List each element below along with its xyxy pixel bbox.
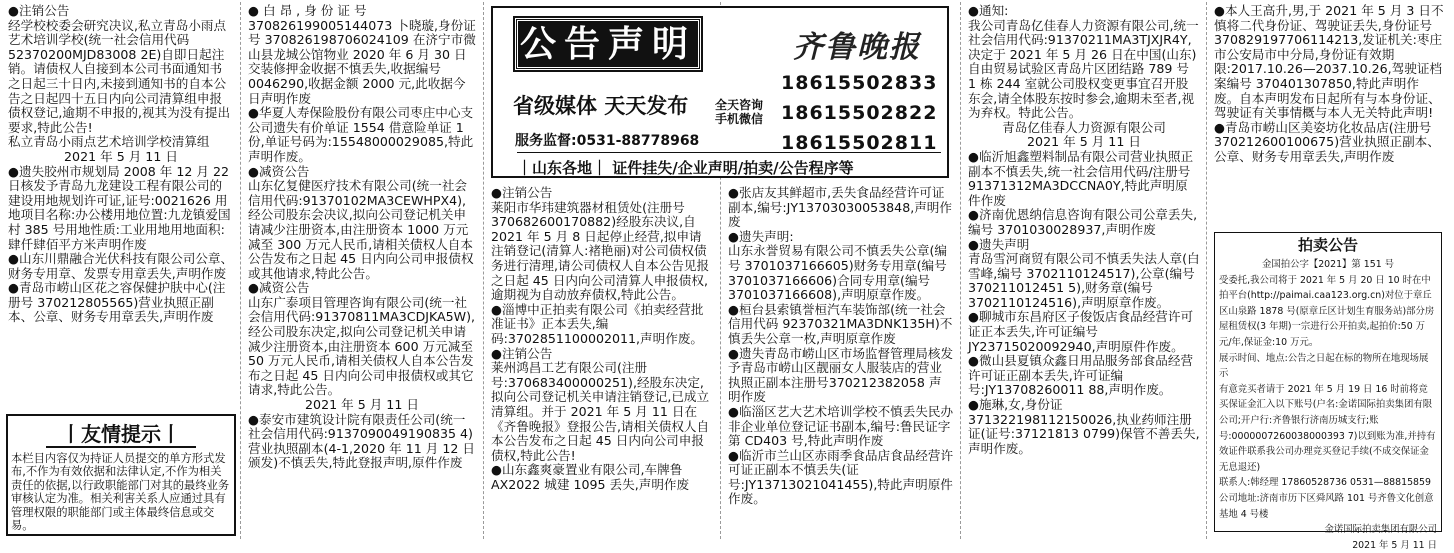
column-5 [968,4,1200,534]
notice-paragraph: ●青岛市崂山区花之容保健护肤中心(注册号 370212805565)营业执照正副本、公章、财务专用章丢失,声明作废 [8,280,226,325]
notice-paragraph: ● 白 昂 , 身 份 证 号 370826199005144073 卜晓璇,身份证号 370826198706024109 在济宁市微山县龙城公馆物业 2020 年 6 月 30 日交装修押金收据不慎丢失,收据编号 0046290,收据金额 2000 元,此收据今日声明作废 [248,3,476,106]
notice-paragraph: ●微山县夏镇众鑫日用品服务部食品经营许可证正副本丢失,许可证编号:JY13708260011 88,声明作废。 [968,353,1194,398]
header-slogan: 省级媒体 天天发布 [513,94,689,118]
notice-paragraph: 莱阳市华玮建筑器材租赁处(注册号 370682600170882)经股东决议,自 2021 年 5 月 8 日起停止经营,拟申请注销登记(清算人:褚艳丽)对公司债权债务进行清理,请公司债权人自本公告见报之日起 45 日内向公司清算人申报债权,逾期视为自动放弃债权,特此公告。 [491,199,710,303]
newspaper-logo: 齐鲁晚报 [793,30,921,65]
column-divider [1206,2,1207,539]
service-hotline: 服务监督:0531-88778968 [515,133,700,149]
notice-paragraph: ●遗失青岛市崂山区市场监督管理局核发予青岛市崂山区靓丽女人服装店的营业执照正副本注册号370212382058 声明作废 [728,345,954,405]
notice-paragraph: ●青岛市崂山区美姿坊化妆品店(注册号 370212600100675)营业执照正副本、公章、财务专用章丢失,声明作废 [1214,119,1440,164]
notice-paragraph: 青岛亿佳春人力资源有限公司 [1002,119,1166,135]
ad-header [491,6,949,178]
notice-paragraph: ●临沂市兰山区赤雨季食品店食品经营许可证正副本不慎丢失(证号:JY13713021041455),特此声明原件作废。 [728,447,954,507]
notice-paragraph: ●遗失胶州市规划局 2008 年 12 月 22 日核发予青岛九龙建设工程有限公司的建设用地规划许可证,证号:0021626 用地项目名称:办公楼用地位置:九龙镇爱国村 385 号用地性质:工业用地用地面积:肆仟肆佰平方米声明作废 [8,163,231,252]
column-divider [483,2,484,539]
notice-paragraph: ●注销公告 [491,185,553,200]
auction-line: 公司地址:济南市历下区舜风路 101 号齐鲁文化创意基地 4 号楼 [1219,492,1434,520]
notice-paragraph: 2021 年 5 月 11 日 [305,397,419,413]
notice-paragraph: ●施琳,女,身份证 371322198112150026,执业药师注册证(证号:37121813 0799)保管不善丢失,声明作废。 [968,397,1200,456]
notice-body: 本栏目内容仅为持证人员提交的单方形式发布,不作为有效依据和法律认定,不作为相关责任的依据,以行政职能部门对其的最终业务审核认定为准。相关利害关系人应通过具有管理权限的职能部门或主体最终信息或交易。 [11,452,230,533]
notice-paragraph: ●桓台县索镇誉桓汽车装饰部(统一社会信用代码 92370321MA3DNK135H)不慎丢失公章一枚,声明原章作废 [728,301,953,346]
column-divider [960,2,961,539]
auction-line: 2021 年 5 月 11 日 [1352,539,1437,551]
phone-number: 18615502822 [781,102,938,124]
notice-paragraph: ●临淄区艺大艺术培训学校不慎丢失民办非企业单位登记证书副本,编号:鲁民证字第 CD403 号,特此声明作废 [728,403,954,449]
auction-title: 拍卖公告 [1297,236,1358,254]
notice-paragraph: 山东亿复健医疗技术有限公司(统一社会信用代码:91370102MA3CEWHPX4),经公司股东会决议,拟向公司登记机关申请减少注册资本,由注册资本 1000 万元减至 300 万元人民币,请相关债权人自本公告发布之日起 45 日内向公司申报债权或其他请求,特此公告。 [248,178,474,281]
auction-line: 联系人:韩经理 17860528736 0531—88815859 [1219,477,1431,489]
phone-number: 18615502833 [781,72,938,94]
notice-paragraph: ●遗失声明: [728,228,794,244]
notice-paragraph: 山东永誉贸易有限公司不慎丢失公章(编号 3701037166605)财务专用章(编号 3701037166606)合同专用章(编号 3701037166608),声明原章作废。 [728,243,948,303]
column-divider [240,2,241,539]
phone-number: 18615502811 [781,132,938,154]
notice-paragraph: ●减资公告 [248,163,310,179]
notice-paragraph: 莱州鸿昌工艺有限公司(注册号:370683400000251),经股东决定,拟向公司登记机关申请注销登记,已成立清算组。并于 2021 年 5 月 11 日在《齐鲁晚报》登报公告,请相关债权人自本公告发布之日起 45 日内向公司申报债权,特此公告! [491,360,710,463]
auction-body [1219,257,1437,553]
column-6 [1214,4,1444,228]
notice-paragraph: ●注销公告 [8,3,70,18]
notice-paragraph: 青岛雪河商贸有限公司不慎丢失法人章(白雪峰,编号 3702110124517),公章(编号 370211012451 5),财务章(编号 3702110124516),声明原章作废。 [968,251,1200,310]
column-4 [728,186,954,534]
header-title: 公告声明 [515,18,701,70]
notice-paragraph: 2021 年 5 月 11 日 [64,148,178,164]
notice-paragraph: ●遗失声明 [968,236,1030,252]
auction-line: 受委托,我公司将于 2021 年 5 月 20 日 10 时在中拍平台(http://paimai.caa123.org.cn)对位于章丘区山泉路 1878 号(原章丘区计划生育服务站)部分房屋租赁权(3 年期)一宗进行公开拍卖,起拍价:50 万元/年,保证金:10 万元。 [1219,274,1435,348]
notice-paragraph: ●临沂旭鑫塑料制品有限公司营业执照正副本不慎丢失,统一社会信用代码/注册号 91371312MA3DCCNA0Y,特此声明原件作废 [968,148,1194,208]
notice-paragraph: 私立青岛小雨点艺术培训学校清算组 [8,134,210,150]
notice-paragraph: ●通知: [968,3,1009,18]
notice-paragraph: ●聊城市东昌府区子俊饭店食品经营许可证正本丢失,许可证编号 JY23715020092940,声明原件作废。 [968,309,1194,354]
service-categories: ｜山东各地｜ 证件挂失/企业声明/拍卖/公告程序等 [517,152,941,178]
notice-paragraph: 经学校校委会研究决议,私立青岛小雨点艺术培训学校(统一社会信用代码 52370200MJD83008 2E)自即日起注销。请债权人自接到本公司书面通知书之日起三十日内,未接到通知书的自本公告之日起四十五日内向公司清算组申报债权登记,逾期不申报的,视其为没有提出要求,特此公告! [8,17,231,135]
phone-list [781,68,941,158]
friendly-notice-box [6,414,236,536]
notice-paragraph: 山东广泰项目管理咨询有限公司(统一社会信用代码:91370811MA3CDJKA5W),经公司股东决定,拟向公司登记机关申请减少注册资本,由注册资本 600 万元减至 50 万元人民币,请相关债权人自本公告发布之日起 45 日内向公司申报债权或其它请求,特此公告。 [248,294,476,398]
phone-label: 全天咨询 手机微信 [715,98,764,126]
notice-paragraph: ●泰安市建筑设计院有限责任公司(统一社会信用代码:9137090049190835 4)营业执照副本(4-1,2020 年 11 月 12 日颁发)不慎丢失,特此登报声明,原件作废 [248,411,475,471]
notice-title: 丨友情提示丨 [46,422,196,448]
notice-paragraph: ●山东川鼎融合光伏科技有限公司公章、财务专用章、发票专用章丢失,声明作废 [8,251,234,281]
auction-notice-box [1214,232,1442,551]
auction-line: 展示时间、地点:公告之日起在标的物所在地现场展示 [1219,352,1429,380]
auction-line: 有意竞买者请于 2021 年 5 月 19 日 16 时前将竞买保证金汇入以下账号(户名:金诺国际拍卖集团有限公司;开户行:齐鲁银行济南历城支行;账号:0000007260038000393 7)以到账为准,并持有效证件联系我公司办理竞买登记手续(不成交保证金无息退还) [1219,383,1436,473]
column-3 [491,186,713,534]
notice-paragraph: ●淄博中正拍卖有限公司《拍卖经营批准证书》正本丢失,编码:3702851100002011,声明作废。 [491,301,704,346]
notice-paragraph: 我公司青岛亿佳春人力资源有限公司,统一社会信用代码:91370211MA3TJXJR4Y,决定于 2021 年 5 月 26 日在中国(山东)自由贸易试验区青岛片区团结路 789 号 1 栋 244 室就公司股权变更事宜召开股东会,请全体股东按时参会,逾期未至者,视为弃权。特此公告。 [968,17,1199,121]
notice-paragraph: ●本人王高升,男,于 2021 年 5 月 3 日不慎将二代身份证、驾驶证丢失,身份证号 370829197706114213,发证机关:枣庄市公安局市中分局,身份证有效期限:2017.10.26—2037.10.26,驾驶证档案编号 370401307850,特此声明作废。自本声明发布日起所有与本身份证、驾驶证有关事情概与本人无关特此声明! [1214,3,1444,121]
notice-paragraph: ●华夏人寿保险股份有限公司枣庄中心支公司遗失有价单证 1554 借意险单证 1 份,单证号码为:15548000029085,特此声明作废。 [248,105,474,164]
notice-paragraph: ●减资公告 [248,280,310,296]
notice-paragraph: ●济南优恩纳信息咨询有限公司公章丢失,编号 3701030028937,声明作废 [968,207,1198,237]
notice-paragraph: 2021 年 5 月 11 日 [1027,134,1141,150]
column-2 [248,4,476,534]
auction-line: 金国拍公字【2021】第 151 号 [1261,259,1395,270]
column-1 [8,4,234,408]
notice-paragraph: ●山东鑫爽豪置业有限公司,车牌鲁 AX2022 城建 1095 丢失,声明作废 [491,462,690,492]
notice-paragraph: ●张店友其鲜超市,丢失食品经营许可证副本,编号:JY13703030053848,声明作废 [728,185,952,230]
notice-paragraph: ●注销公告 [491,345,553,361]
auction-line: 金诺国际拍卖集团有限公司 [1324,524,1437,536]
